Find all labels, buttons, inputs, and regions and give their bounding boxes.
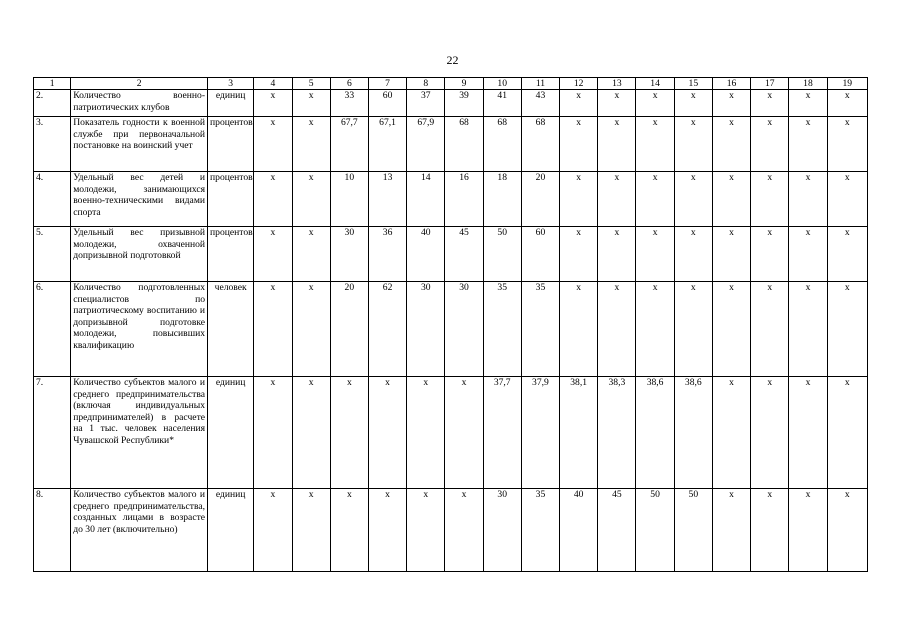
value-cell-col-6: х bbox=[330, 377, 368, 489]
column-header-14: 14 bbox=[636, 78, 674, 90]
unit-of-measure: процентов bbox=[208, 227, 254, 282]
column-header-18: 18 bbox=[789, 78, 827, 90]
value-cell-col-12: х bbox=[560, 282, 598, 377]
value-cell-col-17: х bbox=[751, 282, 789, 377]
table-row bbox=[34, 117, 868, 172]
unit-of-measure: единиц bbox=[208, 377, 254, 489]
table-row bbox=[34, 377, 868, 489]
value-cell-col-4: х bbox=[254, 377, 292, 489]
value-cell-col-17: х bbox=[751, 377, 789, 489]
table-row bbox=[34, 227, 868, 282]
value-cell-col-16: х bbox=[712, 282, 750, 377]
column-header-8: 8 bbox=[407, 78, 445, 90]
unit-of-measure: процентов bbox=[208, 172, 254, 227]
value-cell-col-8: х bbox=[407, 377, 445, 489]
value-cell-col-17: х bbox=[751, 172, 789, 227]
value-cell-col-13: х bbox=[598, 117, 636, 172]
value-cell-col-10: 35 bbox=[483, 282, 521, 377]
column-header-3: 3 bbox=[208, 78, 254, 90]
value-cell-col-13: х bbox=[598, 172, 636, 227]
value-cell-col-14: 50 bbox=[636, 489, 674, 572]
row-number: 2. bbox=[34, 90, 71, 117]
value-cell-col-12: 38,1 bbox=[560, 377, 598, 489]
row-number: 6. bbox=[34, 282, 71, 377]
value-cell-col-18: х bbox=[789, 377, 827, 489]
value-cell-col-17: х bbox=[751, 489, 789, 572]
value-cell-col-9: х bbox=[445, 489, 483, 572]
value-cell-col-18: х bbox=[789, 90, 827, 117]
value-cell-col-9: 30 bbox=[445, 282, 483, 377]
column-header-4: 4 bbox=[254, 78, 292, 90]
value-cell-col-18: х bbox=[789, 282, 827, 377]
value-cell-col-19: х bbox=[827, 90, 867, 117]
column-header-10: 10 bbox=[483, 78, 521, 90]
row-number: 7. bbox=[34, 377, 71, 489]
column-header-7: 7 bbox=[368, 78, 406, 90]
value-cell-col-4: х bbox=[254, 227, 292, 282]
table-row bbox=[34, 282, 868, 377]
value-cell-col-10: 41 bbox=[483, 90, 521, 117]
value-cell-col-8: 67,9 bbox=[407, 117, 445, 172]
value-cell-col-17: х bbox=[751, 227, 789, 282]
value-cell-col-12: 40 bbox=[560, 489, 598, 572]
value-cell-col-13: х bbox=[598, 227, 636, 282]
value-cell-col-7: х bbox=[368, 377, 406, 489]
row-number: 5. bbox=[34, 227, 71, 282]
table-row bbox=[34, 489, 868, 572]
value-cell-col-19: х bbox=[827, 172, 867, 227]
value-cell-col-16: х bbox=[712, 172, 750, 227]
indicators-table bbox=[33, 77, 868, 572]
value-cell-col-11: 68 bbox=[521, 117, 559, 172]
value-cell-col-14: х bbox=[636, 90, 674, 117]
value-cell-col-9: х bbox=[445, 377, 483, 489]
value-cell-col-7: х bbox=[368, 489, 406, 572]
value-cell-col-19: х bbox=[827, 282, 867, 377]
value-cell-col-14: х bbox=[636, 172, 674, 227]
value-cell-col-4: х bbox=[254, 489, 292, 572]
value-cell-col-18: х bbox=[789, 172, 827, 227]
value-cell-col-10: 68 bbox=[483, 117, 521, 172]
value-cell-col-6: 20 bbox=[330, 282, 368, 377]
value-cell-col-11: 60 bbox=[521, 227, 559, 282]
row-number: 8. bbox=[34, 489, 71, 572]
header-row bbox=[34, 78, 868, 90]
value-cell-col-18: х bbox=[789, 227, 827, 282]
indicator-name: Удельный вес призывной молодежи, охваченной допризывной подготовкой bbox=[71, 227, 208, 282]
value-cell-col-9: 68 bbox=[445, 117, 483, 172]
column-header-9: 9 bbox=[445, 78, 483, 90]
value-cell-col-15: х bbox=[674, 172, 712, 227]
value-cell-col-12: х bbox=[560, 172, 598, 227]
value-cell-col-18: х bbox=[789, 117, 827, 172]
value-cell-col-17: х bbox=[751, 90, 789, 117]
value-cell-col-15: 50 bbox=[674, 489, 712, 572]
value-cell-col-9: 45 bbox=[445, 227, 483, 282]
value-cell-col-15: х bbox=[674, 282, 712, 377]
value-cell-col-13: х bbox=[598, 90, 636, 117]
column-header-5: 5 bbox=[292, 78, 330, 90]
value-cell-col-7: 62 bbox=[368, 282, 406, 377]
value-cell-col-12: х bbox=[560, 227, 598, 282]
value-cell-col-7: 13 bbox=[368, 172, 406, 227]
indicator-name: Количество подготовленных специалистов по патриотическому воспитанию и допризывной подготовке молодежи, повысивших квалификацию bbox=[71, 282, 208, 377]
value-cell-col-13: 45 bbox=[598, 489, 636, 572]
indicator-name: Показатель годности к военной службе при первоначальной постановке на воинский учет bbox=[71, 117, 208, 172]
value-cell-col-6: 67,7 bbox=[330, 117, 368, 172]
indicator-name: Количество субъектов малого и среднего предпринимательства, созданных лицами в возрасте до 30 лет (включительно) bbox=[71, 489, 208, 572]
value-cell-col-5: х bbox=[292, 172, 330, 227]
value-cell-col-10: 18 bbox=[483, 172, 521, 227]
column-header-17: 17 bbox=[751, 78, 789, 90]
value-cell-col-7: 67,1 bbox=[368, 117, 406, 172]
row-number: 4. bbox=[34, 172, 71, 227]
value-cell-col-12: х bbox=[560, 90, 598, 117]
value-cell-col-16: х bbox=[712, 117, 750, 172]
value-cell-col-10: 30 bbox=[483, 489, 521, 572]
value-cell-col-15: 38,6 bbox=[674, 377, 712, 489]
value-cell-col-6: 10 bbox=[330, 172, 368, 227]
value-cell-col-7: 60 bbox=[368, 90, 406, 117]
value-cell-col-14: х bbox=[636, 117, 674, 172]
value-cell-col-8: 40 bbox=[407, 227, 445, 282]
value-cell-col-16: х bbox=[712, 227, 750, 282]
table-row bbox=[34, 172, 868, 227]
column-header-16: 16 bbox=[712, 78, 750, 90]
value-cell-col-8: 30 bbox=[407, 282, 445, 377]
value-cell-col-16: х bbox=[712, 489, 750, 572]
table-body bbox=[34, 90, 868, 572]
value-cell-col-11: 43 bbox=[521, 90, 559, 117]
value-cell-col-14: х bbox=[636, 227, 674, 282]
value-cell-col-5: х bbox=[292, 117, 330, 172]
value-cell-col-10: 50 bbox=[483, 227, 521, 282]
indicator-name: Количество субъектов малого и среднего предпринимательства (включая индивидуальных предпринимателей) в расчете на 1 тыс. человек населения Чувашской Республики* bbox=[71, 377, 208, 489]
value-cell-col-15: х bbox=[674, 227, 712, 282]
value-cell-col-4: х bbox=[254, 90, 292, 117]
value-cell-col-8: 37 bbox=[407, 90, 445, 117]
value-cell-col-4: х bbox=[254, 117, 292, 172]
value-cell-col-19: х bbox=[827, 117, 867, 172]
value-cell-col-8: х bbox=[407, 489, 445, 572]
column-header-12: 12 bbox=[560, 78, 598, 90]
value-cell-col-18: х bbox=[789, 489, 827, 572]
unit-of-measure: процентов bbox=[208, 117, 254, 172]
value-cell-col-15: х bbox=[674, 90, 712, 117]
page-number: 22 bbox=[446, 53, 459, 67]
value-cell-col-17: х bbox=[751, 117, 789, 172]
column-header-19: 19 bbox=[827, 78, 867, 90]
unit-of-measure: единиц bbox=[208, 489, 254, 572]
row-number: 3. bbox=[34, 117, 71, 172]
value-cell-col-14: х bbox=[636, 282, 674, 377]
value-cell-col-5: х bbox=[292, 282, 330, 377]
value-cell-col-4: х bbox=[254, 282, 292, 377]
indicator-name: Количество военно-патриотических клубов bbox=[71, 90, 208, 117]
value-cell-col-5: х bbox=[292, 489, 330, 572]
value-cell-col-5: х bbox=[292, 90, 330, 117]
value-cell-col-9: 39 bbox=[445, 90, 483, 117]
value-cell-col-4: х bbox=[254, 172, 292, 227]
value-cell-col-16: х bbox=[712, 377, 750, 489]
column-header-15: 15 bbox=[674, 78, 712, 90]
value-cell-col-13: х bbox=[598, 282, 636, 377]
column-header-2: 2 bbox=[71, 78, 208, 90]
value-cell-col-11: 35 bbox=[521, 282, 559, 377]
column-header-1: 1 bbox=[34, 78, 71, 90]
value-cell-col-16: х bbox=[712, 90, 750, 117]
value-cell-col-5: х bbox=[292, 377, 330, 489]
indicator-name: Удельный вес детей и молодежи, занимающихся военно-техническими видами спорта bbox=[71, 172, 208, 227]
value-cell-col-7: 36 bbox=[368, 227, 406, 282]
column-header-11: 11 bbox=[521, 78, 559, 90]
value-cell-col-10: 37,7 bbox=[483, 377, 521, 489]
value-cell-col-8: 14 bbox=[407, 172, 445, 227]
value-cell-col-12: х bbox=[560, 117, 598, 172]
value-cell-col-6: 30 bbox=[330, 227, 368, 282]
value-cell-col-6: 33 bbox=[330, 90, 368, 117]
value-cell-col-19: х bbox=[827, 227, 867, 282]
column-header-6: 6 bbox=[330, 78, 368, 90]
value-cell-col-11: 37,9 bbox=[521, 377, 559, 489]
value-cell-col-13: 38,3 bbox=[598, 377, 636, 489]
value-cell-col-6: х bbox=[330, 489, 368, 572]
unit-of-measure: единиц bbox=[208, 90, 254, 117]
column-header-13: 13 bbox=[598, 78, 636, 90]
table-row bbox=[34, 90, 868, 117]
value-cell-col-19: х bbox=[827, 377, 867, 489]
value-cell-col-11: 20 bbox=[521, 172, 559, 227]
value-cell-col-5: х bbox=[292, 227, 330, 282]
value-cell-col-14: 38,6 bbox=[636, 377, 674, 489]
value-cell-col-9: 16 bbox=[445, 172, 483, 227]
unit-of-measure: человек bbox=[208, 282, 254, 377]
value-cell-col-15: х bbox=[674, 117, 712, 172]
value-cell-col-19: х bbox=[827, 489, 867, 572]
value-cell-col-11: 35 bbox=[521, 489, 559, 572]
